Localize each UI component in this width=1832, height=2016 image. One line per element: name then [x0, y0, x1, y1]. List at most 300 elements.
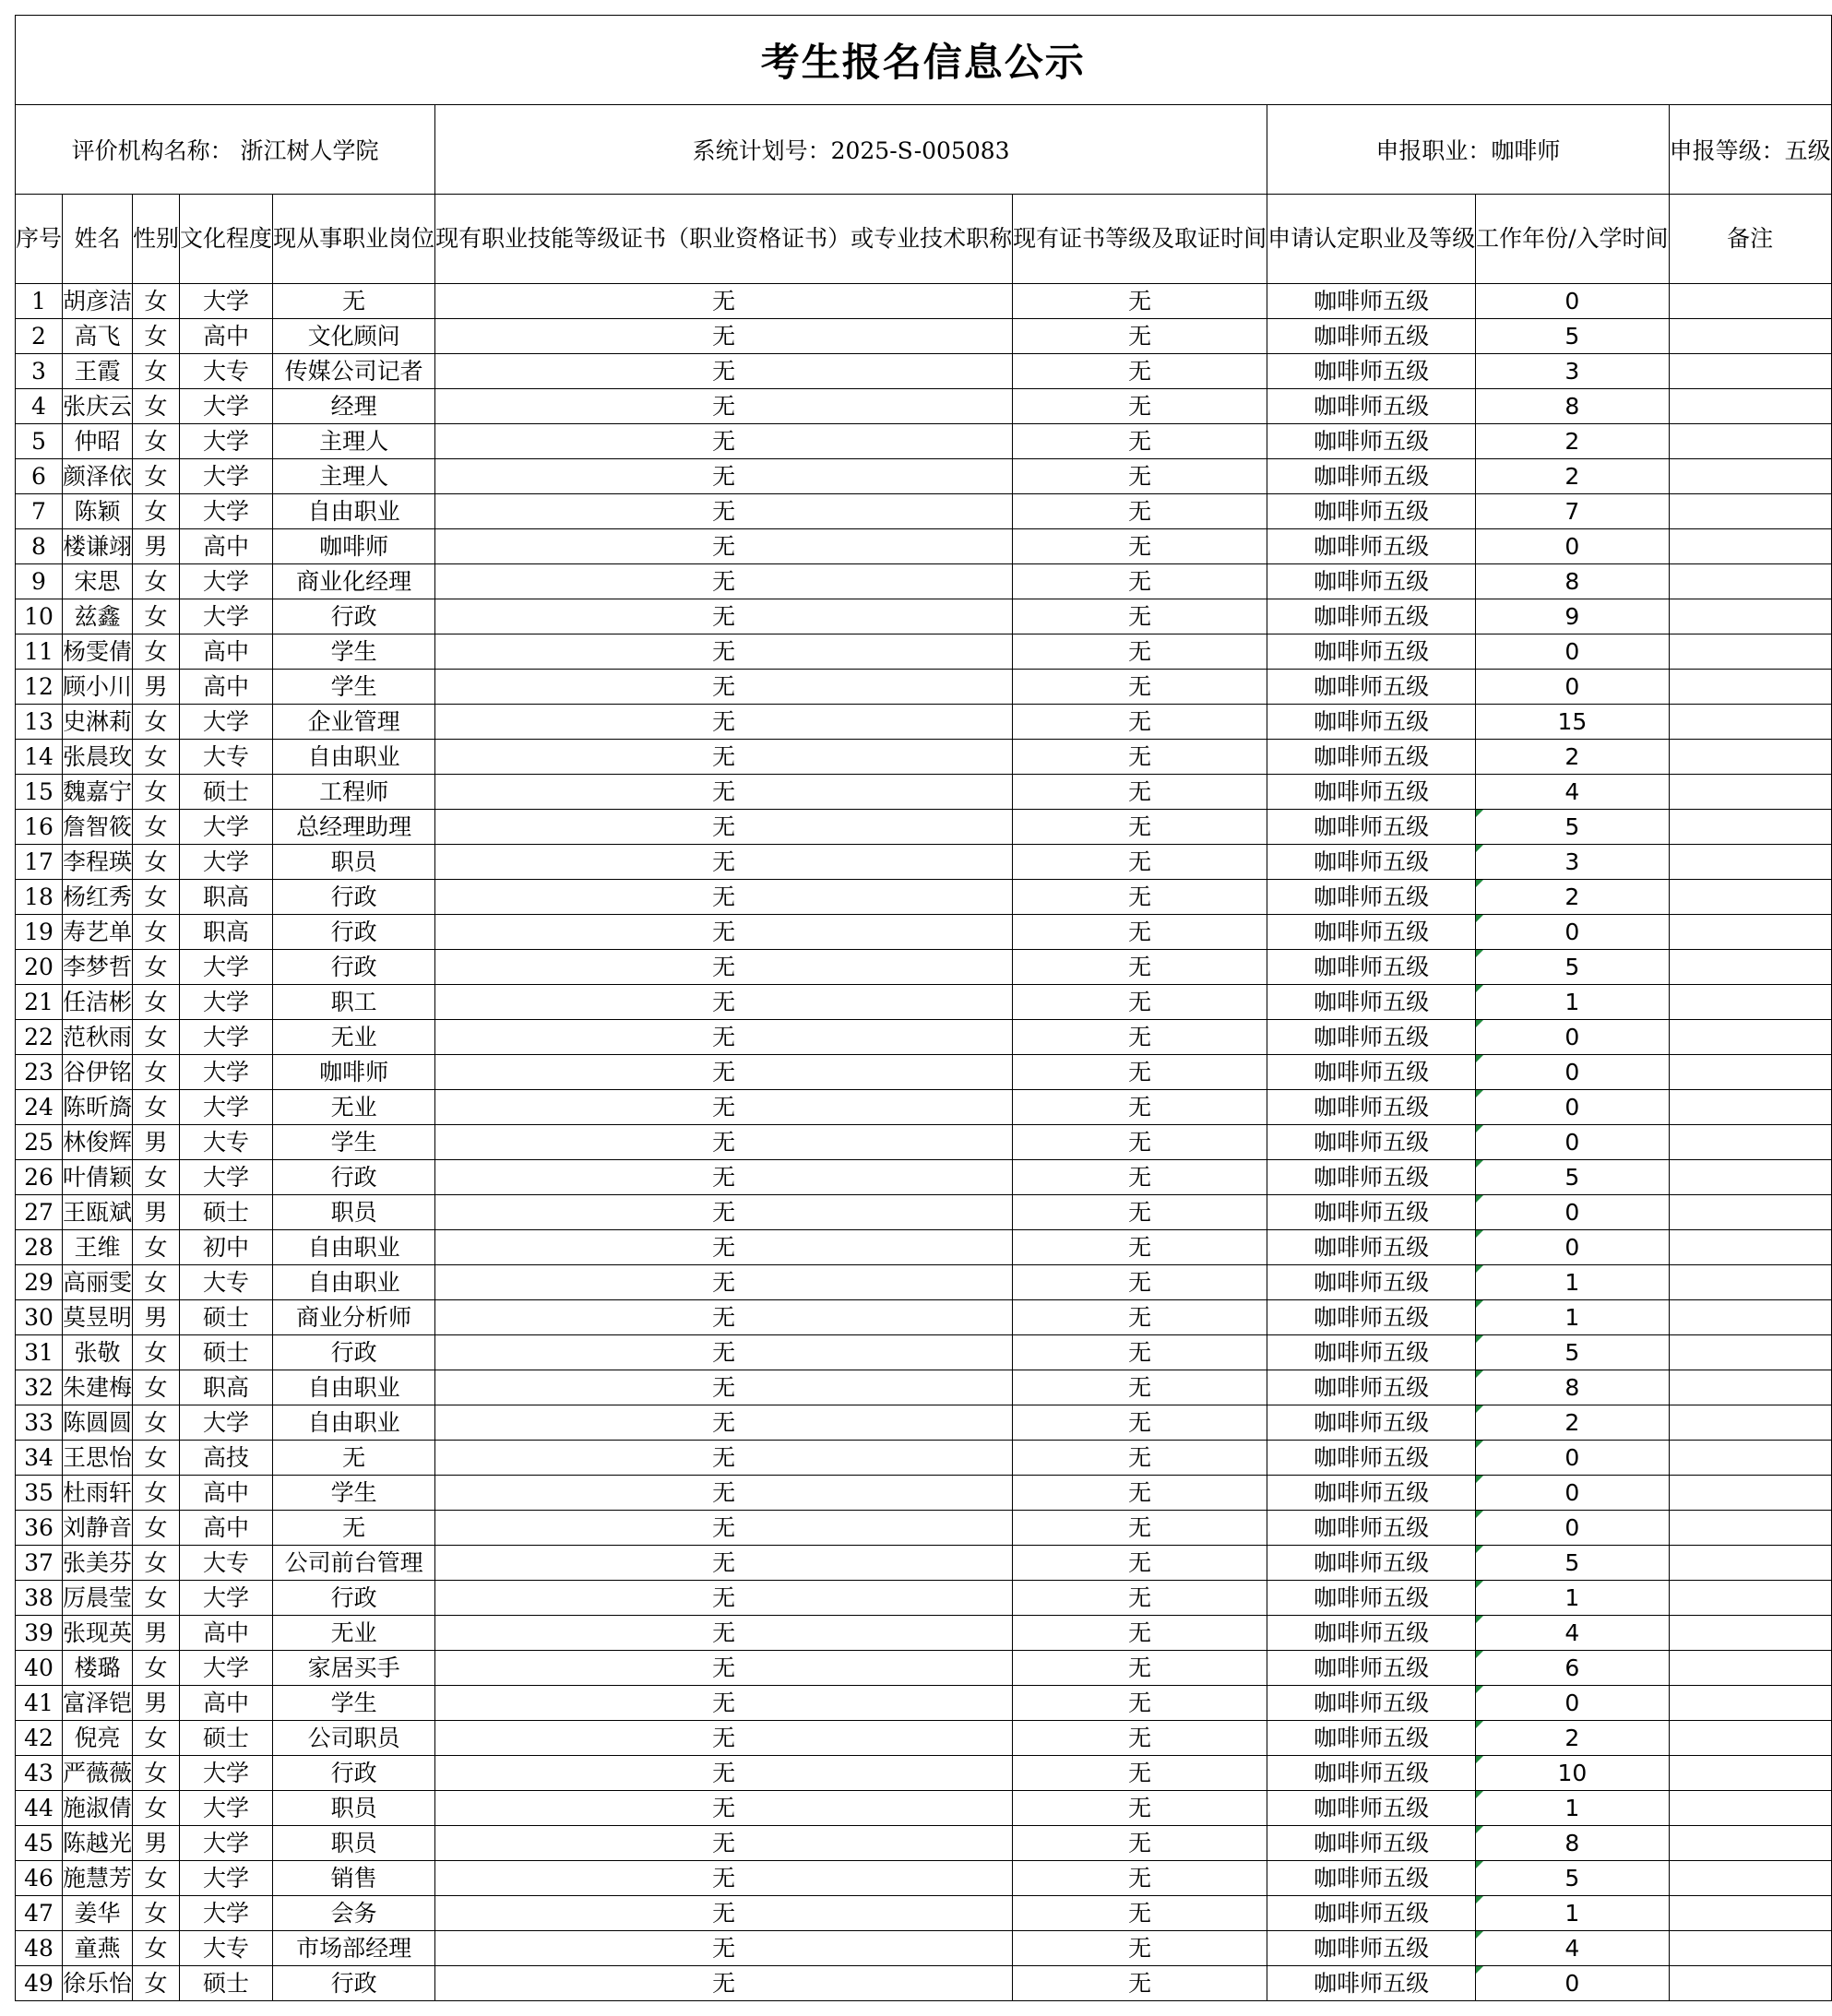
- cell-years: [1476, 1791, 1669, 1826]
- cell-no: 30: [16, 1300, 63, 1335]
- years-value: 7: [1564, 497, 1580, 525]
- cell-error-marker-icon: [1476, 1791, 1483, 1798]
- cell-remark: [1669, 1405, 1831, 1441]
- cell-remark: [1669, 1686, 1831, 1721]
- years-value: 0: [1564, 918, 1580, 945]
- cell-error-marker-icon: [1476, 1335, 1483, 1343]
- cell-name: 杨雯倩: [63, 634, 133, 670]
- cell-name: 陈圆圆: [63, 1405, 133, 1441]
- cell-gender: 女: [133, 1160, 180, 1195]
- cell-apply: 咖啡师五级: [1267, 985, 1476, 1020]
- cell-education: 职高: [180, 915, 273, 950]
- table-row: [16, 494, 1832, 529]
- cell-years: [1476, 1055, 1669, 1090]
- cell-apply: 咖啡师五级: [1267, 1756, 1476, 1791]
- table-row: [16, 845, 1832, 880]
- table-row: [16, 1020, 1832, 1055]
- cell-position: 行政: [273, 880, 435, 915]
- cell-name: 杨红秀: [63, 880, 133, 915]
- cell-cert: 无: [435, 1055, 1013, 1090]
- cell-no: 44: [16, 1791, 63, 1826]
- cell-years: [1476, 915, 1669, 950]
- cell-position: 学生: [273, 1686, 435, 1721]
- years-value: 5: [1564, 953, 1580, 980]
- cell-education: 大学: [180, 494, 273, 529]
- cell-cert-time: 无: [1013, 1055, 1267, 1090]
- cell-gender: 女: [133, 1055, 180, 1090]
- cell-position: 职员: [273, 845, 435, 880]
- cell-cert-time: 无: [1013, 670, 1267, 705]
- table-row: [16, 1476, 1832, 1511]
- cell-position: 无业: [273, 1616, 435, 1651]
- cell-cert-time: 无: [1013, 1195, 1267, 1230]
- years-value: 0: [1564, 1513, 1580, 1541]
- cell-position: 主理人: [273, 459, 435, 494]
- cell-no: 29: [16, 1265, 63, 1300]
- cell-years: [1476, 1616, 1669, 1651]
- cell-apply: 咖啡师五级: [1267, 424, 1476, 459]
- cell-cert: 无: [435, 1861, 1013, 1896]
- cell-position: 职员: [273, 1791, 435, 1826]
- cell-cert: 无: [435, 1546, 1013, 1581]
- cell-remark: [1669, 1826, 1831, 1861]
- table-row: [16, 529, 1832, 564]
- cell-remark: [1669, 319, 1831, 354]
- years-value: 2: [1564, 883, 1580, 910]
- cell-years: [1476, 284, 1669, 319]
- cell-cert-time: 无: [1013, 985, 1267, 1020]
- cell-cert-time: 无: [1013, 1020, 1267, 1055]
- cell-cert: 无: [435, 424, 1013, 459]
- cell-position: 行政: [273, 1335, 435, 1370]
- cell-cert: 无: [435, 1616, 1013, 1651]
- table-row: [16, 1195, 1832, 1230]
- years-value: 3: [1564, 848, 1580, 875]
- cell-remark: [1669, 1721, 1831, 1756]
- cell-education: 高中: [180, 634, 273, 670]
- cell-years: [1476, 1581, 1669, 1616]
- cell-no: 24: [16, 1090, 63, 1125]
- table-row: [16, 1581, 1832, 1616]
- cell-cert-time: 无: [1013, 1160, 1267, 1195]
- cell-cert-time: 无: [1013, 1370, 1267, 1405]
- cell-cert-time: 无: [1013, 705, 1267, 740]
- header-education: 文化程度: [180, 195, 273, 284]
- cell-cert-time: 无: [1013, 1826, 1267, 1861]
- table-row: [16, 1826, 1832, 1861]
- cell-years: [1476, 1335, 1669, 1370]
- table-row: [16, 670, 1832, 705]
- cell-cert: 无: [435, 389, 1013, 424]
- cell-gender: 女: [133, 810, 180, 845]
- cell-cert: 无: [435, 284, 1013, 319]
- cell-apply: 咖啡师五级: [1267, 1861, 1476, 1896]
- cell-no: 1: [16, 284, 63, 319]
- years-value: 10: [1557, 1759, 1588, 1786]
- cell-education: 硕士: [180, 1300, 273, 1335]
- cell-position: 行政: [273, 1160, 435, 1195]
- cell-cert: 无: [435, 1230, 1013, 1265]
- cell-cert: 无: [435, 599, 1013, 634]
- cell-position: 无: [273, 284, 435, 319]
- cell-gender: 女: [133, 494, 180, 529]
- years-value: 5: [1564, 1338, 1580, 1366]
- cell-error-marker-icon: [1476, 1370, 1483, 1378]
- cell-no: 18: [16, 880, 63, 915]
- cell-cert-time: 无: [1013, 424, 1267, 459]
- header-cert-time: 现有证书等级及取证时间: [1013, 195, 1267, 284]
- cell-error-marker-icon: [1476, 880, 1483, 887]
- cell-position: 自由职业: [273, 1405, 435, 1441]
- cell-gender: 女: [133, 1546, 180, 1581]
- cell-years: [1476, 810, 1669, 845]
- cell-years: [1476, 1896, 1669, 1931]
- cell-position: 行政: [273, 1581, 435, 1616]
- cell-education: 初中: [180, 1230, 273, 1265]
- cell-years: [1476, 845, 1669, 880]
- cell-years: [1476, 634, 1669, 670]
- years-value: 5: [1564, 322, 1580, 350]
- cell-gender: 女: [133, 1791, 180, 1826]
- cell-years: [1476, 1090, 1669, 1125]
- cell-years: [1476, 599, 1669, 634]
- cell-no: 13: [16, 705, 63, 740]
- cell-cert: 无: [435, 459, 1013, 494]
- cell-gender: 女: [133, 1581, 180, 1616]
- cell-name: 张美芬: [63, 1546, 133, 1581]
- cell-cert-time: 无: [1013, 1616, 1267, 1651]
- cell-apply: 咖啡师五级: [1267, 845, 1476, 880]
- cell-gender: 女: [133, 705, 180, 740]
- cell-remark: [1669, 705, 1831, 740]
- cell-no: 10: [16, 599, 63, 634]
- cell-gender: 女: [133, 1721, 180, 1756]
- cell-no: 17: [16, 845, 63, 880]
- cell-years: [1476, 880, 1669, 915]
- cell-education: 职高: [180, 880, 273, 915]
- table-row: [16, 1791, 1832, 1826]
- cell-years: [1476, 1476, 1669, 1511]
- years-value: 0: [1564, 532, 1580, 560]
- cell-cert: 无: [435, 1511, 1013, 1546]
- cell-remark: [1669, 985, 1831, 1020]
- cell-position: 自由职业: [273, 1265, 435, 1300]
- cell-education: 大学: [180, 1756, 273, 1791]
- cell-apply: 咖啡师五级: [1267, 599, 1476, 634]
- cell-gender: 女: [133, 740, 180, 775]
- cell-education: 硕士: [180, 775, 273, 810]
- cell-error-marker-icon: [1476, 1090, 1483, 1097]
- cell-education: 高中: [180, 1511, 273, 1546]
- cell-remark: [1669, 1125, 1831, 1160]
- cell-apply: 咖啡师五级: [1267, 529, 1476, 564]
- cell-remark: [1669, 599, 1831, 634]
- cell-remark: [1669, 389, 1831, 424]
- cell-gender: 女: [133, 1335, 180, 1370]
- cell-cert-time: 无: [1013, 564, 1267, 599]
- cell-education: 大学: [180, 599, 273, 634]
- cell-position: 自由职业: [273, 740, 435, 775]
- years-value: 0: [1564, 1093, 1580, 1121]
- cell-position: 无业: [273, 1020, 435, 1055]
- cell-error-marker-icon: [1476, 845, 1483, 852]
- years-value: 0: [1564, 1443, 1580, 1471]
- cell-education: 大学: [180, 1581, 273, 1616]
- cell-apply: 咖啡师五级: [1267, 494, 1476, 529]
- cell-gender: 男: [133, 529, 180, 564]
- cell-remark: [1669, 1441, 1831, 1476]
- cell-name: 张晨玫: [63, 740, 133, 775]
- cell-education: 大学: [180, 1405, 273, 1441]
- cell-name: 严薇薇: [63, 1756, 133, 1791]
- cell-cert: 无: [435, 1441, 1013, 1476]
- cell-position: 自由职业: [273, 1370, 435, 1405]
- cell-remark: [1669, 1616, 1831, 1651]
- cell-no: 43: [16, 1756, 63, 1791]
- cell-no: 40: [16, 1651, 63, 1686]
- cell-no: 14: [16, 740, 63, 775]
- cell-cert: 无: [435, 1125, 1013, 1160]
- cell-no: 39: [16, 1616, 63, 1651]
- cell-apply: 咖啡师五级: [1267, 1616, 1476, 1651]
- cell-education: 大学: [180, 950, 273, 985]
- cell-cert: 无: [435, 564, 1013, 599]
- cell-remark: [1669, 810, 1831, 845]
- cell-name: 施慧芳: [63, 1861, 133, 1896]
- cell-remark: [1669, 1160, 1831, 1195]
- cell-remark: [1669, 564, 1831, 599]
- cell-name: 仲昭: [63, 424, 133, 459]
- cell-error-marker-icon: [1476, 1546, 1483, 1553]
- cell-remark: [1669, 529, 1831, 564]
- cell-gender: 女: [133, 424, 180, 459]
- cell-remark: [1669, 1090, 1831, 1125]
- cell-remark: [1669, 1265, 1831, 1300]
- cell-no: 28: [16, 1230, 63, 1265]
- cell-years: [1476, 740, 1669, 775]
- years-value: 2: [1564, 427, 1580, 455]
- cell-apply: 咖啡师五级: [1267, 319, 1476, 354]
- cell-education: 大学: [180, 389, 273, 424]
- cell-name: 陈昕旖: [63, 1090, 133, 1125]
- cell-apply: 咖啡师五级: [1267, 705, 1476, 740]
- registration-table: [15, 15, 1832, 2001]
- header-row: [16, 195, 1832, 284]
- table-row: [16, 1405, 1832, 1441]
- cell-apply: 咖啡师五级: [1267, 1335, 1476, 1370]
- cell-remark: [1669, 670, 1831, 705]
- cell-education: 硕士: [180, 1335, 273, 1370]
- cell-gender: 女: [133, 1896, 180, 1931]
- header-cert: 现有职业技能等级证书（职业资格证书）或专业技术职称: [435, 195, 1013, 284]
- cell-education: 大学: [180, 845, 273, 880]
- years-value: 1: [1564, 1899, 1580, 1927]
- table-row: [16, 810, 1832, 845]
- cell-no: 5: [16, 424, 63, 459]
- cell-gender: 女: [133, 1020, 180, 1055]
- cell-position: 无: [273, 1511, 435, 1546]
- table-row: [16, 985, 1832, 1020]
- cell-cert: 无: [435, 1721, 1013, 1756]
- table-row: [16, 1616, 1832, 1651]
- cell-error-marker-icon: [1476, 1721, 1483, 1728]
- cell-cert-time: 无: [1013, 845, 1267, 880]
- cell-cert-time: 无: [1013, 740, 1267, 775]
- years-value: 5: [1564, 812, 1580, 840]
- years-value: 8: [1564, 1829, 1580, 1856]
- cell-remark: [1669, 1756, 1831, 1791]
- cell-gender: 女: [133, 880, 180, 915]
- table-row: [16, 389, 1832, 424]
- cell-gender: 女: [133, 459, 180, 494]
- cell-remark: [1669, 880, 1831, 915]
- cell-error-marker-icon: [1476, 1896, 1483, 1903]
- cell-no: 15: [16, 775, 63, 810]
- cell-cert-time: 无: [1013, 1405, 1267, 1441]
- title-row: [16, 16, 1832, 105]
- cell-error-marker-icon: [1476, 1405, 1483, 1413]
- org-name: 评价机构名称： 浙江树人学院: [16, 105, 435, 195]
- cell-education: 高中: [180, 1686, 273, 1721]
- table-row: [16, 459, 1832, 494]
- cell-cert: 无: [435, 880, 1013, 915]
- cell-remark: [1669, 1300, 1831, 1335]
- table-row: [16, 634, 1832, 670]
- cell-cert-time: 无: [1013, 1791, 1267, 1826]
- header-gender: 性别: [133, 195, 180, 284]
- cell-apply: 咖啡师五级: [1267, 564, 1476, 599]
- years-value: 0: [1564, 672, 1580, 700]
- cell-apply: 咖啡师五级: [1267, 915, 1476, 950]
- cell-years: [1476, 775, 1669, 810]
- cell-years: [1476, 1405, 1669, 1441]
- cell-gender: 女: [133, 1405, 180, 1441]
- cell-remark: [1669, 1370, 1831, 1405]
- cell-gender: 女: [133, 1756, 180, 1791]
- cell-position: 行政: [273, 950, 435, 985]
- cell-remark: [1669, 459, 1831, 494]
- cell-no: 48: [16, 1931, 63, 1966]
- cell-position: 咖啡师: [273, 1055, 435, 1090]
- cell-cert: 无: [435, 1896, 1013, 1931]
- cell-cert-time: 无: [1013, 1546, 1267, 1581]
- cell-no: 33: [16, 1405, 63, 1441]
- cell-gender: 女: [133, 319, 180, 354]
- cell-no: 32: [16, 1370, 63, 1405]
- cell-no: 37: [16, 1546, 63, 1581]
- cell-apply: 咖啡师五级: [1267, 1966, 1476, 2001]
- cell-cert-time: 无: [1013, 810, 1267, 845]
- cell-position: 学生: [273, 670, 435, 705]
- cell-error-marker-icon: [1476, 1966, 1483, 1974]
- table-row: [16, 1546, 1832, 1581]
- occupation: 申报职业：咖啡师: [1267, 105, 1669, 195]
- cell-cert-time: 无: [1013, 354, 1267, 389]
- cell-cert-time: 无: [1013, 1441, 1267, 1476]
- cell-no: 45: [16, 1826, 63, 1861]
- table-row: [16, 1511, 1832, 1546]
- cell-no: 22: [16, 1020, 63, 1055]
- cell-name: 高飞: [63, 319, 133, 354]
- cell-years: [1476, 1931, 1669, 1966]
- years-value: 3: [1564, 357, 1580, 385]
- cell-name: 刘静音: [63, 1511, 133, 1546]
- cell-name: 叶倩颖: [63, 1160, 133, 1195]
- cell-cert: 无: [435, 845, 1013, 880]
- cell-name: 莫昱明: [63, 1300, 133, 1335]
- cell-position: 自由职业: [273, 1230, 435, 1265]
- header-name: 姓名: [63, 195, 133, 284]
- cell-education: 大学: [180, 284, 273, 319]
- cell-gender: 男: [133, 1616, 180, 1651]
- cell-remark: [1669, 354, 1831, 389]
- cell-no: 25: [16, 1125, 63, 1160]
- cell-gender: 男: [133, 1195, 180, 1230]
- table-row: [16, 319, 1832, 354]
- cell-position: 职员: [273, 1195, 435, 1230]
- cell-gender: 女: [133, 1931, 180, 1966]
- cell-name: 林俊辉: [63, 1125, 133, 1160]
- cell-years: [1476, 1160, 1669, 1195]
- cell-name: 杜雨轩: [63, 1476, 133, 1511]
- cell-apply: 咖啡师五级: [1267, 1546, 1476, 1581]
- years-value: 15: [1557, 707, 1588, 735]
- cell-remark: [1669, 1931, 1831, 1966]
- table-row: [16, 880, 1832, 915]
- cell-name: 范秋雨: [63, 1020, 133, 1055]
- cell-gender: 女: [133, 1090, 180, 1125]
- cell-no: 4: [16, 389, 63, 424]
- cell-error-marker-icon: [1476, 1125, 1483, 1133]
- cell-error-marker-icon: [1476, 1160, 1483, 1168]
- cell-name: 徐乐怡: [63, 1966, 133, 2001]
- table-row: [16, 284, 1832, 319]
- cell-education: 大学: [180, 1791, 273, 1826]
- cell-error-marker-icon: [1476, 1861, 1483, 1868]
- table-row: [16, 1370, 1832, 1405]
- cell-no: 35: [16, 1476, 63, 1511]
- cell-gender: 男: [133, 670, 180, 705]
- cell-error-marker-icon: [1476, 1055, 1483, 1062]
- cell-gender: 男: [133, 1826, 180, 1861]
- cell-education: 高中: [180, 319, 273, 354]
- cell-cert: 无: [435, 494, 1013, 529]
- cell-education: 大学: [180, 1896, 273, 1931]
- cell-position: 经理: [273, 389, 435, 424]
- cell-gender: 女: [133, 1476, 180, 1511]
- cell-years: [1476, 1300, 1669, 1335]
- cell-name: 兹鑫: [63, 599, 133, 634]
- cell-position: 销售: [273, 1861, 435, 1896]
- cell-education: 硕士: [180, 1966, 273, 2001]
- years-value: 0: [1564, 1128, 1580, 1156]
- cell-error-marker-icon: [1476, 1195, 1483, 1203]
- cell-no: 23: [16, 1055, 63, 1090]
- cell-years: [1476, 1020, 1669, 1055]
- years-value: 0: [1564, 1023, 1580, 1050]
- cell-name: 张现英: [63, 1616, 133, 1651]
- cell-education: 大学: [180, 1020, 273, 1055]
- table-row: [16, 740, 1832, 775]
- cell-education: 大专: [180, 1546, 273, 1581]
- cell-apply: 咖啡师五级: [1267, 354, 1476, 389]
- cell-apply: 咖啡师五级: [1267, 1896, 1476, 1931]
- cell-cert: 无: [435, 1405, 1013, 1441]
- cell-remark: [1669, 1791, 1831, 1826]
- cell-cert: 无: [435, 1160, 1013, 1195]
- years-value: 0: [1564, 1478, 1580, 1506]
- years-value: 2: [1564, 1408, 1580, 1436]
